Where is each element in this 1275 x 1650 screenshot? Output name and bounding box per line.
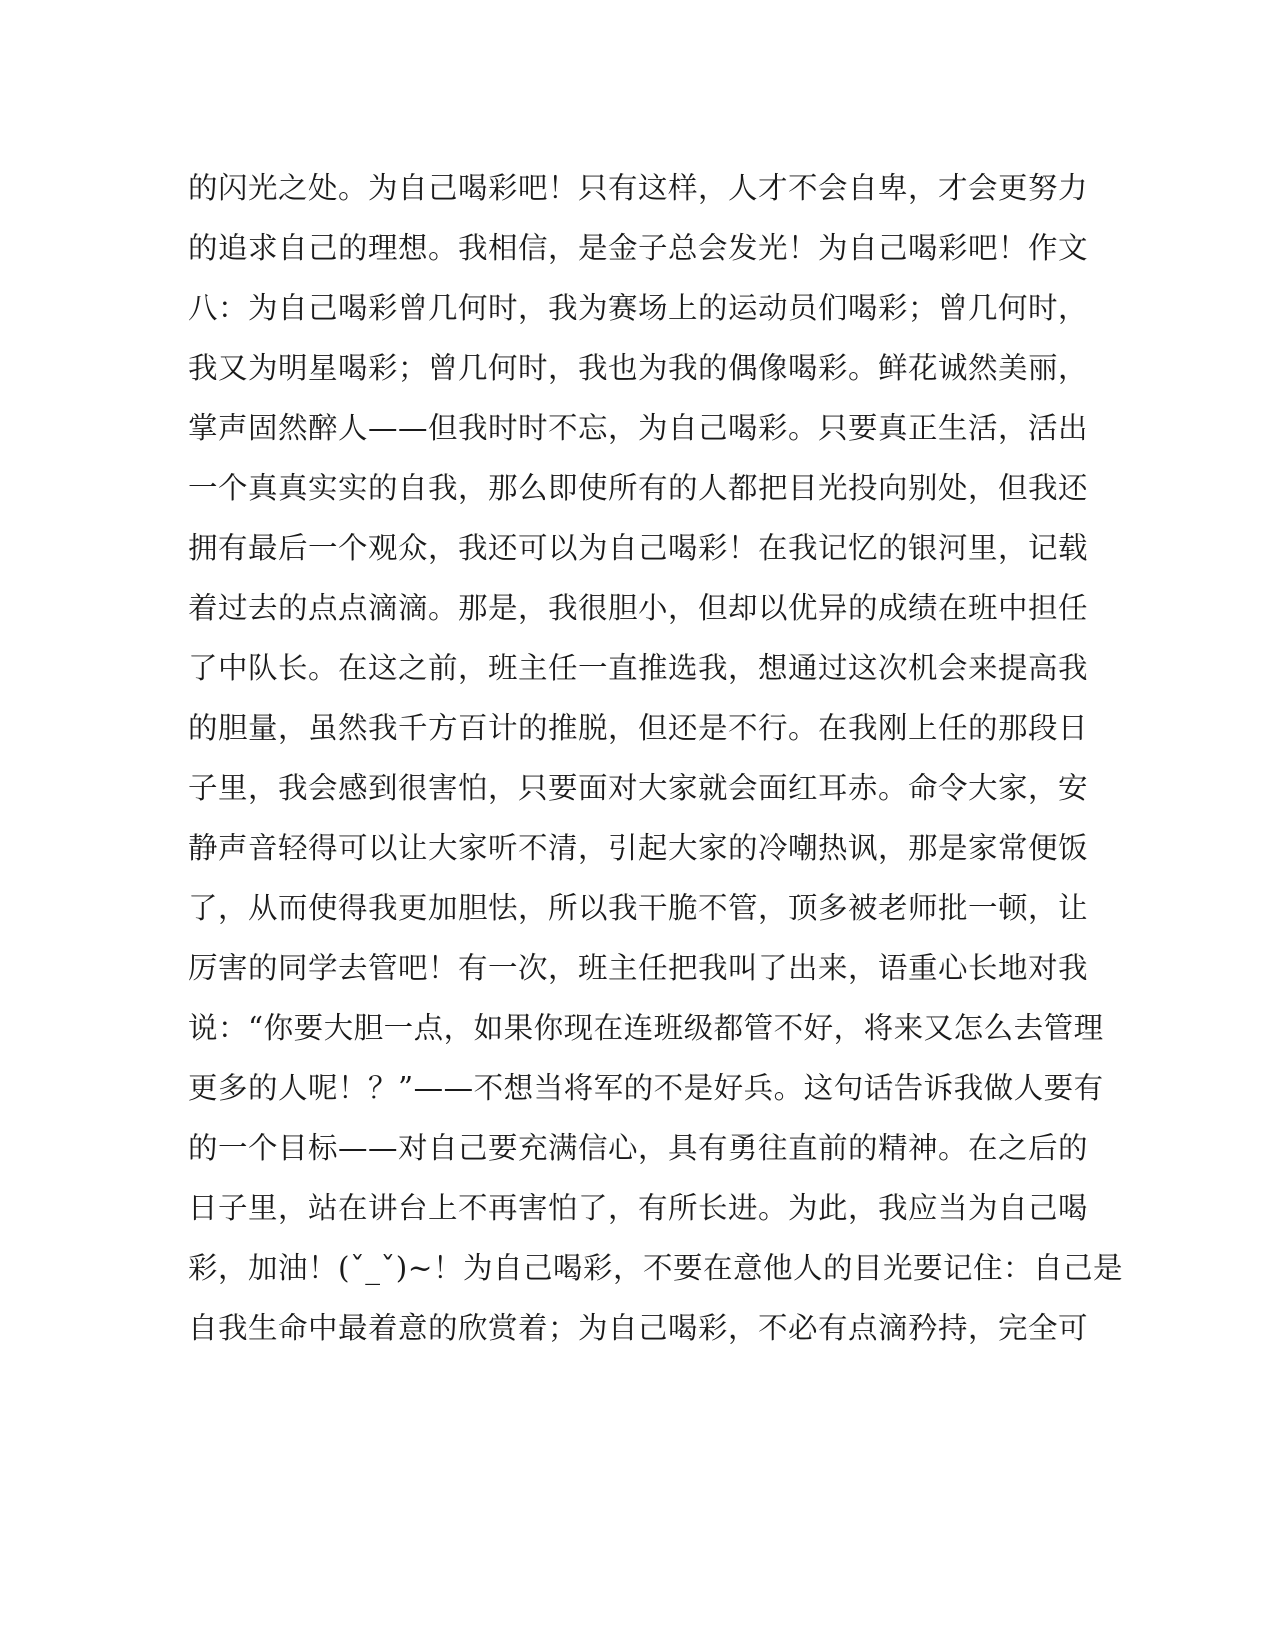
text-line: 说：“你要大胆一点，如果你现在连班级都管不好，将来又怎么去管理 <box>188 1011 1104 1045</box>
text-line: 掌声固然醉人——但我时时不忘，为自己喝彩。只要真正生活，活出 <box>188 411 1089 445</box>
body-text <box>188 158 1123 1358</box>
text-line: 静声音轻得可以让大家听不清，引起大家的冷嘲热讽，那是家常便饭 <box>188 831 1089 865</box>
text-line: 厉害的同学去管吧！有一次，班主任把我叫了出来，语重心长地对我 <box>188 951 1089 985</box>
text-line: 的胆量，虽然我千方百计的推脱，但还是不行。在我刚上任的那段日 <box>188 711 1089 745</box>
text-line: 我又为明星喝彩；曾几何时，我也为我的偶像喝彩。鲜花诚然美丽， <box>188 351 1089 385</box>
text-line: 的一个目标——对自己要充满信心，具有勇往直前的精神。在之后的 <box>188 1131 1089 1165</box>
text-line: 彩，加油！(ˇ_ˇ)~！为自己喝彩，不要在意他人的目光要记住：自己是 <box>188 1251 1123 1285</box>
text-line: 子里，我会感到很害怕，只要面对大家就会面红耳赤。命令大家，安 <box>188 771 1089 805</box>
text-line: 自我生命中最着意的欣赏着；为自己喝彩，不必有点滴矜持，完全可 <box>188 1311 1089 1345</box>
text-line: 了中队长。在这之前，班主任一直推选我，想通过这次机会来提高我 <box>188 651 1089 685</box>
text-line: 的闪光之处。为自己喝彩吧！只有这样，人才不会自卑，才会更努力 <box>188 171 1089 205</box>
text-line: 更多的人呢！？”——不想当将军的不是好兵。这句话告诉我做人要有 <box>188 1071 1104 1105</box>
text-line: 一个真真实实的自我，那么即使所有的人都把目光投向别处，但我还 <box>188 471 1089 505</box>
text-line: 拥有最后一个观众，我还可以为自己喝彩！在我记忆的银河里，记载 <box>188 531 1089 565</box>
text-line: 八：为自己喝彩曾几何时，我为赛场上的运动员们喝彩；曾几何时， <box>188 291 1089 325</box>
text-line: 的追求自己的理想。我相信，是金子总会发光！为自己喝彩吧！作文 <box>188 231 1089 265</box>
text-line: 了，从而使得我更加胆怯，所以我干脆不管，顶多被老师批一顿，让 <box>188 891 1089 925</box>
text-line: 日子里，站在讲台上不再害怕了，有所长进。为此，我应当为自己喝 <box>188 1191 1089 1225</box>
text-line: 着过去的点点滴滴。那是，我很胆小，但却以优异的成绩在班中担任 <box>188 591 1089 625</box>
